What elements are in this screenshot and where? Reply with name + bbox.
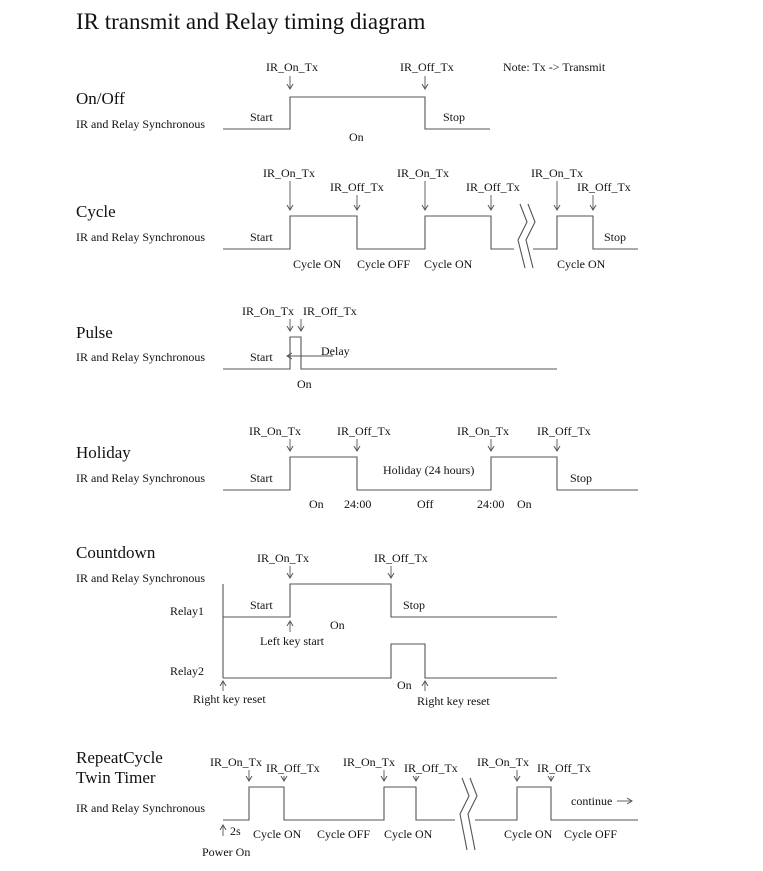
ir-on-label: IR_On_Tx bbox=[343, 755, 395, 769]
sync-label-cycle: IR and Relay Synchronous bbox=[76, 230, 205, 244]
ir-on-label: IR_On_Tx bbox=[397, 166, 449, 180]
waveform-relay1 bbox=[223, 584, 557, 617]
ir-off-label: IR_Off_Tx bbox=[330, 180, 384, 194]
ir-off-label: IR_Off_Tx bbox=[404, 761, 458, 775]
cycle-on-label: Cycle ON bbox=[293, 257, 342, 271]
cycle-on-label: Cycle ON bbox=[504, 827, 553, 841]
ir-off-label: IR_Off_Tx bbox=[537, 424, 591, 438]
holiday-label: Holiday (24 hours) bbox=[383, 463, 475, 477]
ir-on-label: IR_On_Tx bbox=[477, 755, 529, 769]
section-pulse bbox=[76, 304, 557, 391]
cycle-on-label: Cycle ON bbox=[253, 827, 302, 841]
cycle-off-label: Cycle OFF bbox=[564, 827, 618, 841]
on-label: On bbox=[349, 130, 364, 144]
start-label: Start bbox=[250, 230, 273, 244]
off-label: Off bbox=[417, 497, 434, 511]
start-label: Start bbox=[250, 598, 273, 612]
ir-off-label: IR_Off_Tx bbox=[400, 60, 454, 74]
sync-label-countdown: IR and Relay Synchronous bbox=[76, 571, 205, 585]
start-label: Start bbox=[250, 110, 273, 124]
right-key-reset-label: Right key reset bbox=[193, 692, 266, 706]
stop-label: Stop bbox=[604, 230, 627, 244]
relay2-label: Relay2 bbox=[170, 664, 204, 678]
section-countdown bbox=[76, 543, 557, 708]
section-onoff bbox=[76, 60, 490, 144]
ir-off-label: IR_Off_Tx bbox=[374, 551, 428, 565]
ir-off-label: IR_Off_Tx bbox=[537, 761, 591, 775]
stop-label: Stop bbox=[443, 110, 466, 124]
stop-label: Stop bbox=[570, 471, 593, 485]
note-text: Note: Tx -> Transmit bbox=[503, 60, 606, 74]
on-label: On bbox=[330, 618, 345, 632]
sync-label-onoff: IR and Relay Synchronous bbox=[76, 117, 205, 131]
ir-on-label: IR_On_Tx bbox=[263, 166, 315, 180]
power-on-label: Power On bbox=[202, 845, 251, 859]
ir-on-label: IR_On_Tx bbox=[242, 304, 294, 318]
sync-label-repeatcycle: IR and Relay Synchronous bbox=[76, 801, 205, 815]
ir-off-label: IR_Off_Tx bbox=[303, 304, 357, 318]
cycle-off-label: Cycle OFF bbox=[357, 257, 411, 271]
break-mark bbox=[526, 204, 535, 268]
relay1-label: Relay1 bbox=[170, 604, 204, 618]
time-label: 24:00 bbox=[477, 497, 505, 511]
break-mark bbox=[468, 778, 477, 850]
two-seconds-label: 2s bbox=[230, 824, 241, 838]
ir-on-label: IR_On_Tx bbox=[249, 424, 301, 438]
left-key-start-label: Left key start bbox=[260, 634, 324, 648]
section-title-repeatcycle: RepeatCycle bbox=[76, 748, 163, 767]
start-label: Start bbox=[250, 350, 273, 364]
section-title-pulse: Pulse bbox=[76, 323, 113, 342]
cycle-off-label: Cycle OFF bbox=[317, 827, 371, 841]
delay-label: Delay bbox=[321, 344, 350, 358]
start-label: Start bbox=[250, 471, 273, 485]
on-label: On bbox=[309, 497, 324, 511]
waveform-repeat-a bbox=[223, 787, 455, 820]
continue-label: continue bbox=[571, 794, 613, 808]
ir-on-label: IR_On_Tx bbox=[531, 166, 583, 180]
on-label: On bbox=[397, 678, 412, 692]
on-label: On bbox=[297, 377, 312, 391]
ir-on-label: IR_On_Tx bbox=[457, 424, 509, 438]
cycle-on-label: Cycle ON bbox=[384, 827, 433, 841]
sync-label-pulse: IR and Relay Synchronous bbox=[76, 350, 205, 364]
sync-label-holiday: IR and Relay Synchronous bbox=[76, 471, 205, 485]
stop-label: Stop bbox=[403, 598, 426, 612]
waveform-relay2 bbox=[223, 644, 557, 678]
section-repeatcycle bbox=[76, 748, 638, 859]
cycle-on-label: Cycle ON bbox=[424, 257, 473, 271]
break-mark bbox=[518, 204, 527, 268]
section-cycle bbox=[76, 166, 638, 271]
ir-on-label: IR_On_Tx bbox=[210, 755, 262, 769]
section-title-countdown: Countdown bbox=[76, 543, 156, 562]
waveform-pulse bbox=[223, 337, 557, 369]
ir-off-label: IR_Off_Tx bbox=[337, 424, 391, 438]
section-title-holiday: Holiday bbox=[76, 443, 131, 462]
ir-off-label: IR_Off_Tx bbox=[266, 761, 320, 775]
right-key-reset-label: Right key reset bbox=[417, 694, 490, 708]
section-title-twintimer: Twin Timer bbox=[76, 768, 156, 787]
ir-on-label: IR_On_Tx bbox=[266, 60, 318, 74]
section-title-onoff: On/Off bbox=[76, 89, 125, 108]
cycle-on-label: Cycle ON bbox=[557, 257, 606, 271]
ir-off-label: IR_Off_Tx bbox=[466, 180, 520, 194]
section-holiday bbox=[76, 424, 638, 511]
ir-on-label: IR_On_Tx bbox=[257, 551, 309, 565]
time-label: 24:00 bbox=[344, 497, 372, 511]
on-label: On bbox=[517, 497, 532, 511]
diagram-title: IR transmit and Relay timing diagram bbox=[76, 9, 426, 34]
waveform-repeat-b bbox=[475, 787, 638, 820]
section-title-cycle: Cycle bbox=[76, 202, 116, 221]
ir-off-label: IR_Off_Tx bbox=[577, 180, 631, 194]
